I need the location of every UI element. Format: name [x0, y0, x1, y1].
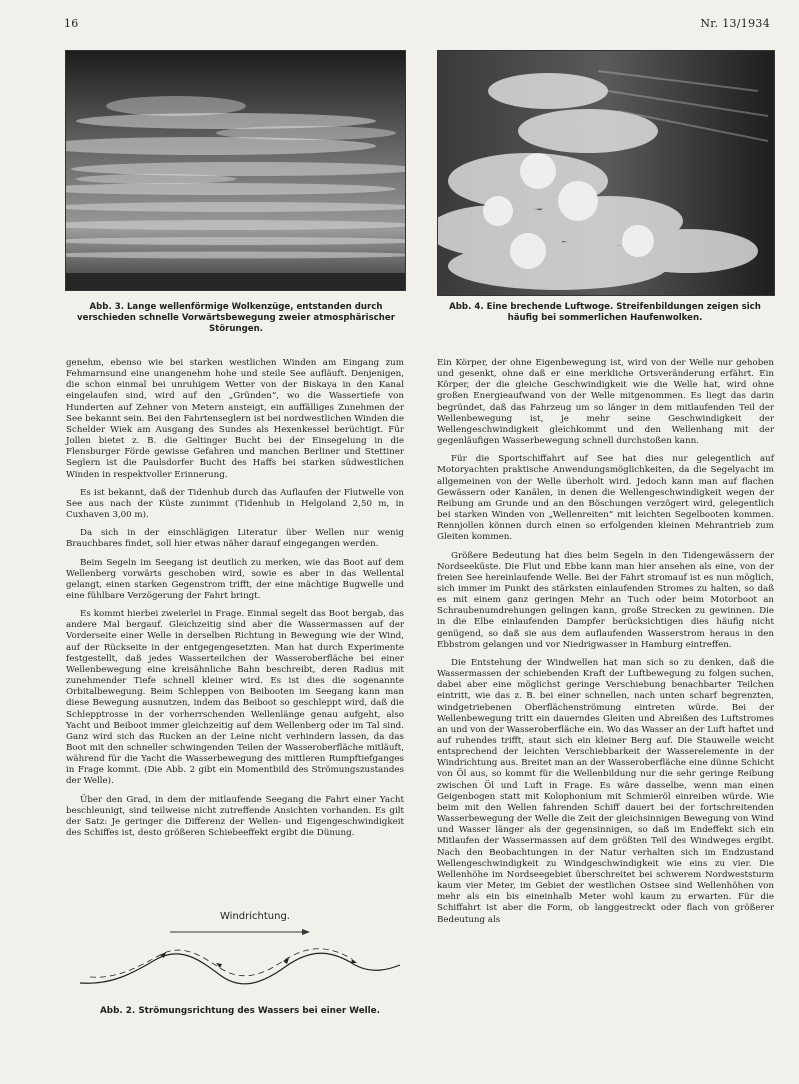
- figure-3-caption: Abb. 3. Lange wellenförmige Wolkenzüge, entstanden durch verschieden schnelle Vorwärtsbewegung zweier atmosphärischer Störungen.: [77, 302, 395, 334]
- wave-clouds-image: [66, 51, 405, 290]
- paragraph: Über den Grad, in dem der mitlaufende Seegang die Fahrt einer Yacht beschleunigt, sind teilweise nicht zutreffende Ansichten vorhanden. Es gilt der Satz: Je geringer die Differenz der Wellen- und Eigengeschwindigkeit des Schiffes ist, desto größeren Schiebeeffekt ergibt die Dünung.: [66, 794, 404, 839]
- left-column: [66, 358, 404, 846]
- photo-wave-clouds: [65, 50, 406, 291]
- page-number: 16: [64, 17, 79, 30]
- photo-cumulus-clouds: [437, 50, 775, 296]
- paragraph: Die Entstehung der Windwellen hat man sich so zu denken, daß die Wassermassen der schiebenden Kraft der Luftbewegung zu folgen suchen, dabei aber eine möglichst geringe Verschiebung benachbarter Teilchen eintritt, wie das z. B. bei einer schnellen, nach unten scharf begrenzten, windgetriebenen Oberflächenströmung eintreten würde. Bei der Wellenbewegung tritt ein dauerndes Gleiten und Abreißen des Luftstromes an und von der Wasseroberfläche ein. Wo das Wasser an der Luft haftet und auf ruhendes trifft, staut sich ein kleiner Berg auf. Die Stauwelle weicht entsprechend der leichten Verschiebbarkeit der Wasserelemente in der Windrichtung aus. Breitet man an der Wasseroberfläche eine dünne Schicht von Öl aus, so kommt für die Wellenbildung nur die sehr geringe Reibung zwischen Öl und Luft in Frage. Es wäre dasselbe, wenn man einen Geigenbogen statt mit Kolophonium mit Schmieröl einreiben würde. Wie beim mit den Wellen fahrenden Schiff dauert bei der fortschreitenden Wasserbewegung der Welle die Zeit der gleichsinnigen Bewegung von Wind und Wasser länger als der gegensinnigen, so daß im Endeffekt sich ein Mitlaufen der Wassermassen auf dem größten Teil des Windweges ergibt. Nach den Beobachtungen in der Natur verhalten sich im Endzustand Wellengeschwindigkeit zu Windgeschwindigkeit wie eins zu vier. Die Wellenhöhe im Nordseegebiet überschreitet bei schwerem Nordweststurm kaum vier Meter, im Gebiet der westlichen Ostsee sind Wellenhöhen von mehr als ein bis eineinhalb Meter wohl kaum zu erwarten. Für die Schiffahrt ist aber die Form, ob langgestreckt oder flach von größerer Bedeutung als: [437, 657, 774, 925]
- right-column: [437, 358, 774, 933]
- paragraph: Für die Sportschiffahrt auf See hat dies nur gelegentlich auf Motoryachten praktische Anwendungsmöglichkeiten, da die Segelyacht im allgemeinen von der Welle überholt wird. Jedoch kann man auf flachen Gewässern oder Kanälen, in denen die Wellengeschwindigkeit wegen der Reibung am Grunde und an den Böschungen verzögert wird, gelegentlich bei starken Winden von „Wellenreiten“ mit leichten Segelbooten kommen. Rennjollen können durch einen so erfolgenden kleinen Mehrantrieb zum Gleiten kommen.: [437, 454, 774, 543]
- figure-2-diagram: [70, 905, 410, 1005]
- paragraph: Beim Segeln im Seegang ist deutlich zu merken, wie das Boot auf dem Wellenberg vorwärts geschoben wird, sowie es aber in das Wellental gelangt, einen starken Gegenstrom trifft, der eine mächtige Bugwelle und eine fühlbare Verzögerung der Fahrt bringt.: [66, 557, 404, 601]
- paragraph: Es kommt hierbei zweierlei in Frage. Einmal segelt das Boot bergab, das andere Mal bergauf. Gleichzeitig sind aber die Wassermassen auf der Vorderseite einer Welle in derselben Richtung in Bewegung wie der Wind, auf der Rückseite in der entgegengesetzten. Man hat durch Experimente festgestellt, daß jedes Wasserteilchen der Wasseroberfläche bei einer Wellenbewegung eine kreisähnliche Bahn beschreibt, deren Radius mit zunehmender Tiefe schnell kleiner wird. Es ist dies die sogenannte Orbitalbewegung. Beim Schleppen von Beibooten im Seegang kann man diese Bewegung ausnutzen, indem das Beiboot so geschleppt wird, daß die Schlepptrosse in der vorherrschenden Wellenlänge genau aufgeht, also Yacht und Beiboot immer gleichzeitig auf dem Wellenberg oder im Tal sind. Ganz wird sich das Rucken an der Leine nicht verhindern lassen, da das Boot mit den schneller schwingenden Teilen der Wasseroberfläche mitläuft, während für die Yacht die Wasserbewegung des mittleren Rumpftiefganges in Frage kommt. (Die Abb. 2 gibt ein Momentbild des Strömungszustandes der Welle).: [66, 609, 404, 787]
- wave-flow-diagram: [70, 905, 410, 1005]
- issue-number: Nr. 13/1934: [700, 17, 770, 30]
- figure-2-caption: Abb. 2. Strömungsrichtung des Wassers bei einer Welle.: [99, 1006, 380, 1016]
- wind-direction-label: Windrichtung.: [220, 911, 290, 922]
- cumulus-clouds-image: [438, 51, 774, 295]
- paragraph: Da sich in der einschlägigen Literatur über Wellen nur wenig Brauchbares findet, soll hier etwas näher darauf eingegangen werden.: [66, 528, 404, 550]
- paragraph: genehm, ebenso wie bei starken westlichen Winden am Eingang zum Fehmarnsund eine unangenehm hohe und steile See aufläuft. Denjenigen, die schon einmal bei unruhigem Wetter von der Biskaya in den Kanal eingelaufen sind, wird auf den „Gründen“, wo die Wassertiefe von Hunderten auf Zehner von Metern ansteigt, ein auffälliges Zunehmen der See bekannt sein. Bei den Fahrtenseglern ist bei nordwestlichen Winden die Schelder Wiek am Ausgang des Sundes als Hexenkessel berüchtigt. Für Jollen bietet z. B. die Geltinger Bucht bei der Einsegelung in die Flensburger Förde gewisse Gefahren und manchen Berliner und Stettiner Seglern ist die Paulsdorfer Bucht des Haffs bei starken südwestlichen Winden in respektvoller Erinnerung.: [66, 358, 404, 480]
- paragraph: Ein Körper, der ohne Eigenbewegung ist, wird von der Welle nur gehoben und gesenkt, ohne daß er eine merkliche Ortsveränderung erfährt. Ein Körper, der die gleiche Geschwindigkeit wie die Welle hat, wird ohne großen Energieaufwand von der Welle mitgenommen. Es liegt das darin begründet, daß das Fahrzeug um so länger in dem mitlaufenden Teil der Wellenbewegung ist, je mehr seine Geschwindigkeit der Wellengeschwindigkeit gleichkommt und den Wellenhang mit der gegenläufigen Wasserbewegung schnell durchstoßen kann.: [437, 358, 774, 447]
- paragraph: Es ist bekannt, daß der Tidenhub durch das Auflaufen der Flutwelle von See aus nach der Küste zunimmt (Tidenhub in Helgoland 2,50 m, in Cuxhaven 3,00 m).: [66, 487, 404, 521]
- figure-4-caption: Abb. 4. Eine brechende Luftwoge. Streifenbildungen zeigen sich häufig bei sommerlichen Haufenwolken.: [449, 302, 761, 323]
- paragraph: Größere Bedeutung hat dies beim Segeln in den Tidengewässern der Nordseeküste. Die Flut und Ebbe kann man hier ansehen als eine, von der freien See hereinlaufende Welle. Bei der Fahrt stromauf ist es nun möglich, sich immer im Punkt des stärksten einlaufenden Stromes zu halten, so daß es mit einem ganz geringen Mehr an Tuch oder beim Motorboot an Schraubenumdrehungen gelingen kann, große Strecken zu gewinnen. Die in die Elbe einlaufenden Dampfer berücksichtigen dies häufig nicht genügend, so daß sie aus dem auflaufenden Wasserstrom heraus in den Ebbstrom gelangen und vor Niedrigwasser in Hamburg eintreffen.: [437, 550, 774, 650]
